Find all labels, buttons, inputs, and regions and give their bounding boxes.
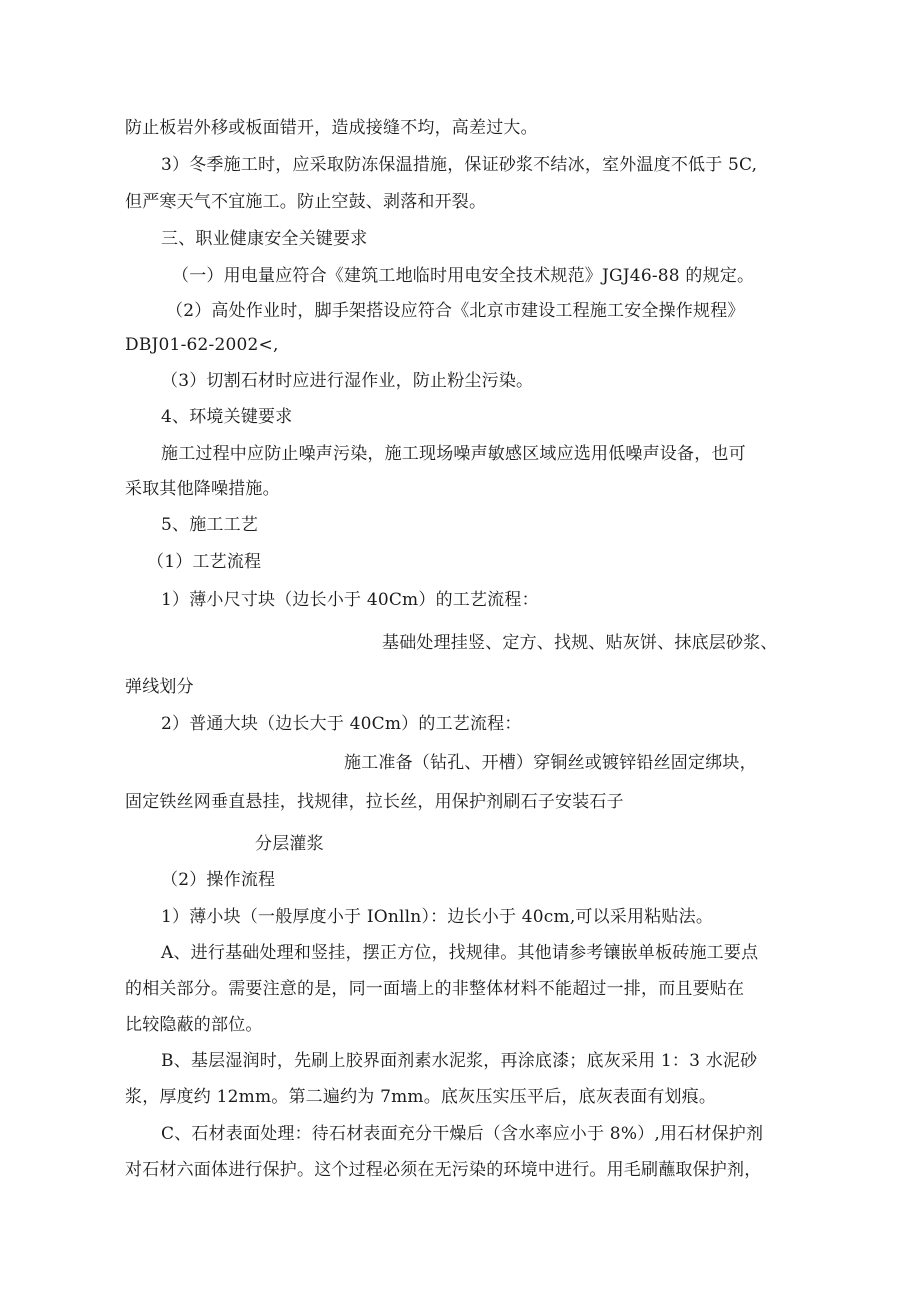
paragraph-line: 采取其他降噪措施。 [125,479,280,499]
paragraph-line: 的相关部分。需要注意的是，同一面墙上的非整体材料不能超过一排，而且要贴在 [125,979,745,999]
paragraph-line: （2）高处作业时，脚手架搭设应符合《北京市建设工程施工安全操作规程》 [166,301,745,321]
paragraph-line: （一）用电量应符合《建筑工地临时用电安全技术规范》JGJ46-88 的规定。 [172,266,755,286]
process-flow-line: 弹线划分 [125,677,194,697]
paragraph-line: 浆，厚度约 12mm。第二遍约为 7mm。底灰压实压平后，底灰表面有划痕。 [125,1087,717,1107]
paragraph-line: 比较隐蔽的部位。 [125,1015,263,1035]
process-flow-line: 基础处理挂竖、定方、找规、贴灰饼、抹底层砂浆、 [382,633,778,653]
paragraph-line: A、进行基础处理和竖挂，摆正方位，找规律。其他请参考镶嵌单板砖施工要点 [161,943,759,963]
subsection-heading: （1）工艺流程 [147,552,262,572]
section-heading: 三、职业健康安全关键要求 [161,229,368,249]
section-heading: 4、环境关键要求 [161,407,293,427]
paragraph-line: B、基层湿润时，先刷上胶界面剂素水泥浆，再涂底漆；底灰采用 1：3 水泥砂 [161,1051,758,1071]
section-heading: 5、施工工艺 [161,515,259,535]
paragraph-line: DBJ01-62-2002<, [125,335,279,355]
paragraph-line: 2）普通大块（边长大于 40Cm）的工艺流程： [161,714,522,734]
subsection-heading: （2）操作流程 [161,870,276,890]
process-flow-line: 固定铁丝网垂直悬挂，找规律，拉长丝，用保护剂刷石子安装石子 [125,792,624,812]
paragraph-line: 3）冬季施工时，应采取防冻保温措施，保证砂浆不结冰，室外温度不低于 5C, [161,155,758,175]
process-flow-line: 施工准备（钻孔、开槽）穿铜丝或镀锌铅丝固定绑块， [344,753,757,773]
paragraph-line: 施工过程中应防止噪声污染，施工现场噪声敏感区域应选用低噪声设备，也可 [161,444,746,464]
process-flow-line: 分层灌浆 [255,834,324,854]
paragraph-line: （3）切割石材时应进行湿作业，防止粉尘污染。 [161,371,534,391]
paragraph-line: 但严寒天气不宜施工。防止空鼓、剥落和开裂。 [125,192,487,212]
paragraph-line: 1）薄小尺寸块（边长小于 40Cm）的工艺流程： [161,590,539,610]
paragraph-line: 对石材六面体进行保护。这个过程必须在无污染的环境中进行。用毛刷蘸取保护剂， [125,1160,762,1180]
paragraph-line: C、石材表面处理：待石材表面充分干燥后（含水率应小于 8%）,用石材保护剂 [161,1124,764,1144]
paragraph-line: 防止板岩外移或板面错开，造成接缝不均，高差过大。 [125,118,538,138]
paragraph-line: 1）薄小块（一般厚度小于 IOnlln）：边长小于 40cm,可以采用粘贴法。 [161,907,714,927]
